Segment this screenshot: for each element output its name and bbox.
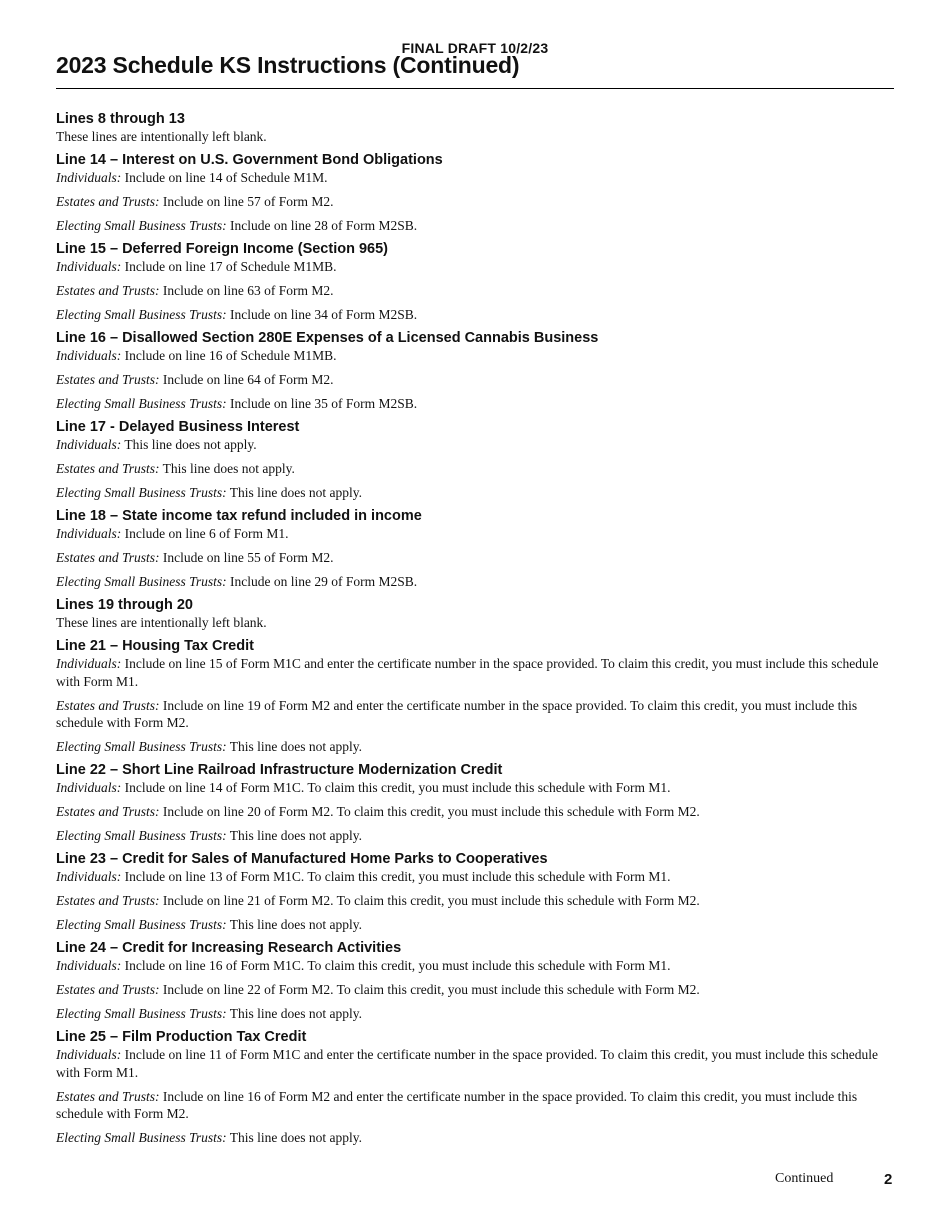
filer-type-label: Individuals: bbox=[56, 656, 122, 671]
filer-type-label: Electing Small Business Trusts: bbox=[56, 574, 227, 589]
paragraph-text: Include on line 21 of Form M2. To claim this credit, you must include this schedule with Form M2. bbox=[159, 893, 700, 908]
paragraph-text: Include on line 35 of Form M2SB. bbox=[226, 396, 418, 411]
section-paragraph bbox=[56, 697, 894, 732]
instruction-section bbox=[56, 329, 894, 413]
page-title: 2023 Schedule KS Instructions (Continued) bbox=[56, 52, 520, 78]
filer-type-label: Estates and Trusts: bbox=[56, 194, 160, 209]
filer-type-label: Estates and Trusts: bbox=[56, 461, 160, 476]
section-paragraph bbox=[56, 1005, 894, 1023]
section-paragraph bbox=[56, 217, 894, 235]
instruction-section bbox=[56, 240, 894, 324]
filer-type-label: Estates and Trusts: bbox=[56, 372, 160, 387]
section-heading: Line 16 – Disallowed Section 280E Expenses of a Licensed Cannabis Business bbox=[56, 330, 599, 346]
filer-type-label: Electing Small Business Trusts: bbox=[56, 828, 227, 843]
section-heading: Line 14 – Interest on U.S. Government Bond Obligations bbox=[56, 152, 443, 168]
filer-type-label: Estates and Trusts: bbox=[56, 1088, 160, 1104]
section-heading: Line 21 – Housing Tax Credit bbox=[56, 638, 254, 654]
paragraph-text: This line does not apply. bbox=[226, 739, 363, 754]
section-paragraph bbox=[56, 803, 894, 821]
filer-type-label: Individuals: bbox=[56, 526, 122, 541]
instruction-section bbox=[56, 596, 894, 632]
instruction-section bbox=[56, 1028, 894, 1147]
paragraph-text: This line does not apply. bbox=[159, 461, 295, 476]
header-divider bbox=[56, 88, 894, 89]
paragraph-text: Include on line 11 of Form M1C and enter the certificate number in the space provided. To claim this credit, you must include this schedule with Form M1. bbox=[56, 1047, 878, 1080]
instruction-section bbox=[56, 418, 894, 502]
filer-type-label: Electing Small Business Trusts: bbox=[56, 1006, 227, 1021]
paragraph-text: Include on line 19 of Form M2 and enter the certificate number in the space provided. To claim this credit, you must include this schedule with Form M2. bbox=[56, 697, 858, 730]
paragraph-text: Include on line 63 of Form M2. bbox=[159, 283, 334, 298]
paragraph-text: Include on line 15 of Form M1C and enter the certificate number in the space provided. To claim this credit, you must include this schedule with Form M1. bbox=[56, 656, 879, 689]
section-paragraph bbox=[56, 1046, 894, 1081]
paragraph-text: This line does not apply. bbox=[226, 828, 363, 843]
section-paragraph bbox=[56, 779, 894, 797]
filer-type-label: Electing Small Business Trusts: bbox=[56, 485, 227, 500]
section-heading: Line 15 – Deferred Foreign Income (Section 965) bbox=[56, 241, 388, 257]
paragraph-text: Include on line 14 of Form M1C. To claim this credit, you must include this schedule with Form M1. bbox=[121, 780, 671, 795]
filer-type-label: Estates and Trusts: bbox=[56, 283, 160, 298]
paragraph-text: Include on line 16 of Form M2 and enter the certificate number in the space provided. To claim this credit, you must include this schedule with Form M2. bbox=[56, 1088, 858, 1121]
filer-type-label: Individuals: bbox=[56, 259, 122, 274]
paragraph-text: Include on line 6 of Form M1. bbox=[121, 526, 289, 541]
section-paragraph bbox=[56, 916, 894, 934]
filer-type-label: Individuals: bbox=[56, 170, 122, 185]
section-paragraph bbox=[56, 614, 894, 632]
draft-stamp: FINAL DRAFT 10/2/23 bbox=[401, 40, 549, 56]
paragraph-text: Include on line 16 of Form M1C. To claim this credit, you must include this schedule with Form M1. bbox=[121, 958, 671, 973]
paragraph-text: This line does not apply. bbox=[226, 917, 363, 932]
instruction-section bbox=[56, 637, 894, 756]
section-paragraph bbox=[56, 395, 894, 413]
paragraph-text: This line does not apply. bbox=[226, 1006, 363, 1021]
paragraph-text: This line does not apply. bbox=[226, 485, 363, 500]
filer-type-label: Electing Small Business Trusts: bbox=[56, 218, 227, 233]
paragraph-text: Include on line 13 of Form M1C. To claim this credit, you must include this schedule with Form M1. bbox=[121, 869, 671, 884]
filer-type-label: Individuals: bbox=[56, 1047, 122, 1062]
section-heading: Line 24 – Credit for Increasing Research Activities bbox=[56, 940, 402, 956]
section-paragraph bbox=[56, 549, 894, 567]
filer-type-label: Estates and Trusts: bbox=[56, 893, 160, 908]
section-paragraph bbox=[56, 371, 894, 389]
section-paragraph bbox=[56, 1129, 894, 1147]
section-paragraph bbox=[56, 868, 894, 886]
instruction-section bbox=[56, 110, 894, 146]
filer-type-label: Estates and Trusts: bbox=[56, 982, 160, 997]
paragraph-text: Include on line 57 of Form M2. bbox=[159, 194, 334, 209]
section-paragraph bbox=[56, 460, 894, 478]
section-paragraph bbox=[56, 484, 894, 502]
paragraph-text: This line does not apply. bbox=[121, 437, 257, 452]
filer-type-label: Electing Small Business Trusts: bbox=[56, 1130, 227, 1145]
instruction-section bbox=[56, 850, 894, 934]
paragraph-text: These lines are intentionally left blank. bbox=[56, 129, 267, 144]
instructions-body bbox=[56, 110, 894, 1152]
filer-type-label: Electing Small Business Trusts: bbox=[56, 396, 227, 411]
page-number: 2 bbox=[884, 1171, 893, 1188]
section-paragraph bbox=[56, 169, 894, 187]
paragraph-text: Include on line 22 of Form M2. To claim this credit, you must include this schedule with Form M2. bbox=[159, 982, 700, 997]
section-paragraph bbox=[56, 306, 894, 324]
paragraph-text: These lines are intentionally left blank. bbox=[56, 615, 267, 630]
instruction-section bbox=[56, 939, 894, 1023]
paragraph-text: Include on line 34 of Form M2SB. bbox=[226, 307, 418, 322]
paragraph-text: Include on line 20 of Form M2. To claim this credit, you must include this schedule with Form M2. bbox=[159, 804, 700, 819]
paragraph-text: This line does not apply. bbox=[226, 1130, 363, 1145]
section-heading: Lines 8 through 13 bbox=[56, 111, 185, 127]
paragraph-text: Include on line 64 of Form M2. bbox=[159, 372, 334, 387]
paragraph-text: Include on line 16 of Schedule M1MB. bbox=[121, 348, 337, 363]
filer-type-label: Electing Small Business Trusts: bbox=[56, 917, 227, 932]
section-paragraph bbox=[56, 128, 894, 146]
section-paragraph bbox=[56, 981, 894, 999]
section-heading: Line 23 – Credit for Sales of Manufactured Home Parks to Cooperatives bbox=[56, 851, 548, 867]
instruction-section bbox=[56, 761, 894, 845]
section-paragraph bbox=[56, 892, 894, 910]
section-heading: Line 22 – Short Line Railroad Infrastructure Modernization Credit bbox=[56, 762, 503, 778]
paragraph-text: Include on line 14 of Schedule M1M. bbox=[121, 170, 328, 185]
section-paragraph bbox=[56, 738, 894, 756]
section-paragraph bbox=[56, 957, 894, 975]
filer-type-label: Estates and Trusts: bbox=[56, 804, 160, 819]
section-paragraph bbox=[56, 258, 894, 276]
section-heading: Line 17 - Delayed Business Interest bbox=[56, 419, 300, 435]
filer-type-label: Individuals: bbox=[56, 869, 122, 884]
section-paragraph bbox=[56, 1088, 894, 1123]
filer-type-label: Electing Small Business Trusts: bbox=[56, 739, 227, 754]
filer-type-label: Individuals: bbox=[56, 780, 122, 795]
section-paragraph bbox=[56, 347, 894, 365]
instruction-section bbox=[56, 151, 894, 235]
section-paragraph bbox=[56, 655, 894, 690]
section-paragraph bbox=[56, 827, 894, 845]
instruction-section bbox=[56, 507, 894, 591]
section-paragraph bbox=[56, 573, 894, 591]
section-heading: Line 25 – Film Production Tax Credit bbox=[56, 1029, 307, 1045]
paragraph-text: Include on line 55 of Form M2. bbox=[159, 550, 334, 565]
section-paragraph bbox=[56, 525, 894, 543]
section-heading: Line 18 – State income tax refund included in income bbox=[56, 508, 422, 524]
paragraph-text: Include on line 28 of Form M2SB. bbox=[226, 218, 418, 233]
section-paragraph bbox=[56, 436, 894, 454]
section-heading: Lines 19 through 20 bbox=[56, 597, 193, 613]
continued-label: Continued bbox=[775, 1171, 834, 1186]
filer-type-label: Individuals: bbox=[56, 348, 122, 363]
section-paragraph bbox=[56, 193, 894, 211]
section-paragraph bbox=[56, 282, 894, 300]
paragraph-text: Include on line 17 of Schedule M1MB. bbox=[121, 259, 337, 274]
filer-type-label: Estates and Trusts: bbox=[56, 697, 160, 713]
filer-type-label: Individuals: bbox=[56, 958, 122, 973]
paragraph-text: Include on line 29 of Form M2SB. bbox=[226, 574, 418, 589]
filer-type-label: Estates and Trusts: bbox=[56, 550, 160, 565]
filer-type-label: Electing Small Business Trusts: bbox=[56, 307, 227, 322]
filer-type-label: Individuals: bbox=[56, 437, 122, 452]
